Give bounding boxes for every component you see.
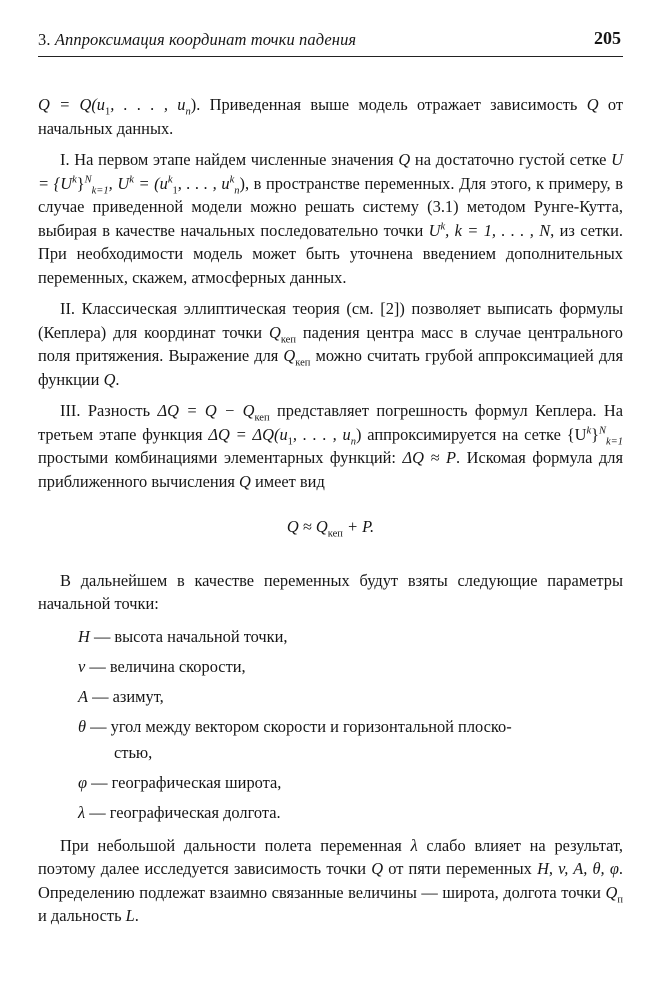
variable-description: — угол между вектором скорости и горизонтальной плоско-	[86, 716, 512, 736]
subscript: n	[234, 184, 240, 196]
running-head-title: Аппроксимация координат точки падения	[54, 30, 357, 49]
math-text: = {U	[38, 173, 73, 193]
text: можно считать грубой аппроксимацией для функции	[38, 346, 623, 389]
text: .	[134, 906, 139, 925]
running-head-number: 3.	[38, 30, 51, 49]
text: .	[115, 369, 120, 389]
text: , из сетки. При необходимости модель может быть уточнена введением дополнительных переменных, скажем, атмосферных данных.	[38, 220, 623, 287]
math-text: , k = 1, . . . , N	[445, 220, 551, 240]
variable-symbol: λ	[78, 802, 86, 822]
text: и дальность	[38, 906, 126, 925]
superscript: k	[129, 174, 134, 186]
math-text: , . . . , u	[292, 424, 351, 444]
text: . Искомая формула для приближенного вычисления	[38, 448, 623, 491]
text: I. На первом этапе найдем численные значения	[60, 150, 399, 169]
variable-item	[78, 770, 623, 796]
math-text: )	[355, 424, 362, 444]
variables-list	[78, 624, 623, 826]
math-text: H, v, A, θ, φ	[537, 859, 619, 878]
superscript: k	[440, 221, 446, 233]
variable-description: — географическая широта,	[87, 772, 282, 792]
math-text: = (u	[133, 173, 168, 193]
math-text: ΔQ = ΔQ(u	[208, 424, 288, 444]
variable-item	[78, 624, 623, 650]
page-header	[38, 30, 621, 52]
paragraph-step-3	[38, 399, 623, 493]
variable-item	[78, 684, 623, 710]
text: падения центра масс в случае центрального поля притяжения. Выражение для	[38, 322, 623, 365]
paragraph-intro	[38, 93, 623, 140]
superscript: N	[84, 174, 92, 186]
text: При небольшой дальности полета переменная	[60, 835, 411, 855]
text: на достаточно густой сетке	[410, 150, 612, 169]
math-text: }	[591, 424, 599, 444]
text: имеет вид	[250, 471, 325, 491]
variable-description: — географическая долгота.	[85, 802, 281, 822]
text: ), в пространстве переменных. Для этого, к примеру, в случае приведенной модели можно решать систему (3.1) методом Рунге-Кутта, выбирая в качестве начальных последовательно точки	[38, 173, 623, 240]
variable-symbol: θ	[78, 716, 87, 736]
text: аппроксимируется на сетке {U	[361, 424, 587, 444]
math-text: ΔQ ≈ P	[402, 448, 456, 467]
math-text: Q ≈ Q	[286, 517, 328, 536]
text: от начальных данных.	[38, 95, 623, 138]
math-text: Q	[283, 346, 296, 365]
math-text: U	[611, 150, 623, 169]
superscript: k	[586, 425, 592, 437]
text: от пяти переменных	[383, 859, 538, 878]
text: представляет погрешность формул Кеплера. На третьем этапе функция	[38, 401, 623, 444]
subscript: кеп	[327, 528, 343, 540]
paragraph-step-2	[38, 297, 623, 391]
math-text: Q	[398, 150, 411, 169]
header-rule	[38, 56, 623, 57]
page-body	[38, 93, 623, 936]
text: ). Приведенная выше модель отражает зависимость	[190, 95, 578, 114]
text: слабо влияет на результат, поэтому далее исследуется зависимость точки	[38, 835, 624, 878]
subscript: п	[617, 893, 623, 905]
math-text: Q	[605, 882, 618, 902]
math-text: λ	[410, 835, 418, 855]
math-text: , . . . , u	[110, 95, 186, 114]
math-text: , . . . , u	[177, 173, 230, 193]
variable-description: — азимут,	[88, 686, 164, 706]
math-text: }	[76, 173, 85, 193]
math-text: ΔQ = Q − Q	[157, 401, 255, 420]
subscript: 1	[287, 435, 293, 447]
subscript: n	[350, 435, 356, 447]
running-head	[38, 30, 356, 50]
variable-description: — высота начальной точки,	[89, 626, 288, 646]
text: III. Разность	[60, 401, 158, 420]
variable-description: — величина скорости,	[85, 656, 246, 676]
variable-symbol: H	[78, 626, 90, 646]
subscript: 1	[105, 106, 111, 118]
subscript: кеп	[295, 357, 311, 369]
text: простыми комбинациями элементарных функций:	[38, 448, 403, 467]
variable-description-continuation: стью,	[114, 742, 153, 762]
superscript: k	[72, 174, 77, 186]
variable-symbol: A	[78, 686, 89, 706]
subscript: 1	[172, 184, 178, 196]
math-text: Q	[586, 95, 599, 114]
math-text: U	[428, 220, 441, 240]
subscript: k=1	[606, 435, 623, 447]
superscript: k	[229, 174, 235, 186]
math-text: Q	[371, 859, 384, 878]
math-text: , U	[108, 173, 130, 193]
subscript: k=1	[91, 184, 109, 196]
superscript: N	[598, 425, 606, 437]
paragraph-variables-intro: В дальнейшем в качестве переменных будут взяты следующие параметры начальной точки:	[38, 570, 623, 613]
superscript: k	[167, 174, 173, 186]
subscript: n	[185, 106, 191, 118]
math-text: + P.	[342, 517, 375, 536]
math-text: Q = Q(u	[38, 95, 106, 114]
subscript: кеп	[280, 333, 296, 345]
math-text: L	[125, 906, 135, 925]
math-text: Q	[103, 369, 116, 389]
text: II. Классическая эллиптическая теория (см. [2]) позволяет выписать формулы (Кеплера) для координат точки	[38, 299, 623, 342]
variable-item	[78, 800, 623, 826]
display-formula	[38, 515, 623, 539]
variable-item	[78, 714, 623, 766]
paragraph-conclusion	[38, 834, 623, 928]
math-text: Q	[268, 322, 281, 342]
variable-symbol: φ	[78, 772, 88, 792]
math-text: Q	[239, 471, 251, 491]
paragraph-step-1	[38, 148, 623, 289]
variable-item	[78, 654, 623, 680]
variable-symbol: v	[78, 656, 86, 676]
text: . Определению подлежат взаимно связанные величины — широта, долгота точки	[38, 859, 623, 902]
subscript: кеп	[254, 412, 270, 424]
page-number: 205	[594, 28, 621, 48]
